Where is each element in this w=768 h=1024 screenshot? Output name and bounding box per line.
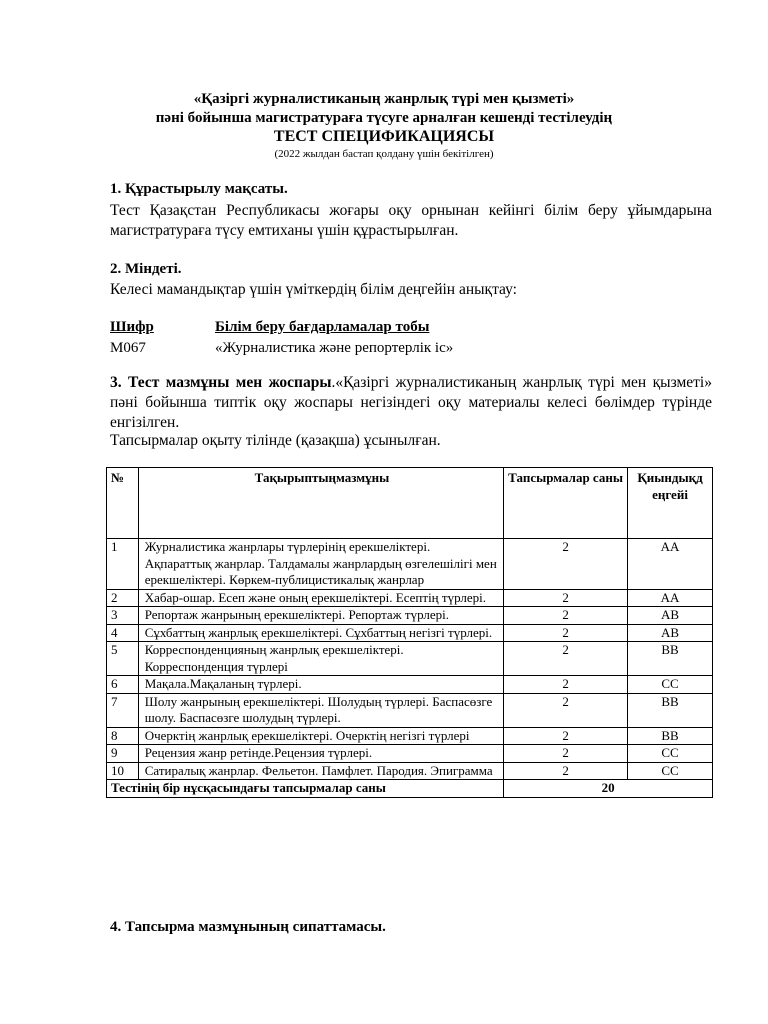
row-topic: Сатиралық жанрлар. Фельетон. Памфлет. Пародия. Эпиграмма [138,762,503,780]
row-topic: Очерктің жанрлық ерекшеліктері. Очерктің негізгі түрлері [138,727,503,745]
header-topic: Тақырыптыңмазмұны [138,468,503,539]
row-topic: Корреспонденцияның жанрлық ерекшеліктері. Корреспонденция түрлері [138,642,503,676]
row-topic: Сұхбаттың жанрлық ерекшеліктері. Сұхбаттың негізгі түрлері. [138,624,503,642]
row-tasks: 2 [504,539,628,590]
row-tasks: 2 [504,642,628,676]
section3-heading: 3. Тест мазмұны мен жоспары [110,374,332,391]
table-row [107,762,713,780]
row-number: 6 [107,676,139,694]
row-number: 5 [107,642,139,676]
table-row [107,589,713,607]
row-level: AB [628,624,713,642]
section3-text2: Тапсырмалар оқыту тілінде (қазақша) ұсынылған. [110,432,441,449]
row-tasks: 2 [504,589,628,607]
row-tasks: 2 [504,727,628,745]
row-level: AB [628,607,713,625]
row-tasks: 2 [504,607,628,625]
row-topic: Журналистика жанрлары түрлерінің ерекшеліктері. Ақпараттық жанрлар. Талдамалы жанрлардың өзгелешілігі мен ерекшеліктері. Көркем-публицистикалық жанрлар [138,539,503,590]
title-line-2: пәні бойынша магистратураға түсуге арналған кешенді тестілеудің [155,110,613,126]
total-value: 20 [504,780,713,798]
program-code: M067 [110,340,146,356]
row-level: AA [628,589,713,607]
row-level: CC [628,676,713,694]
section4-heading: 4. Тапсырма мазмұнының сипаттамасы. [110,919,386,935]
row-level: CC [628,762,713,780]
row-topic: Рецензия жанр ретінде.Рецензия түрлері. [138,745,503,763]
table-row [107,727,713,745]
header-difficulty: Қиындықд еңгейі [628,468,713,539]
table-row [107,607,713,625]
row-number: 7 [107,693,139,727]
section2-heading: 2. Міндеті. [110,261,182,277]
group-header: Білім беру бағдарламалар тобы [215,319,430,335]
row-tasks: 2 [504,693,628,727]
table-row [107,745,713,763]
row-number: 4 [107,624,139,642]
header-tasks: Тапсырмалар саны [504,468,628,539]
title-line-3: ТЕСТ СПЕЦИФИКАЦИЯСЫ [273,128,495,145]
header-number: № [107,468,139,539]
section3-text: .«Қазіргі журналистиканың жанрлық түрі мен қызметі» пәні бойынша типтік оқу жоспары негізіндегі оқу материалы келесі бөлімдер түрінде енгізілген. [110,374,712,431]
table-total-row [107,780,713,798]
row-topic: Мақала.Мақаланың түрлері. [138,676,503,694]
row-number: 3 [107,607,139,625]
table-row [107,539,713,590]
spec-table [106,467,713,798]
row-number: 1 [107,539,139,590]
total-label: Тестінің бір нұсқасындағы тапсырмалар саны [107,780,504,798]
row-topic: Репортаж жанрының ерекшеліктері. Репортаж түрлері. [138,607,503,625]
row-tasks: 2 [504,762,628,780]
row-number: 10 [107,762,139,780]
row-tasks: 2 [504,624,628,642]
section3-paragraph [110,373,712,433]
table-row [107,624,713,642]
table-row [107,642,713,676]
table-row [107,676,713,694]
row-level: BB [628,642,713,676]
row-topic: Шолу жанрының ерекшеліктері. Шолудың түрлері. Баспасөзге шолу. Баспасөзге шолудың түрлері. [138,693,503,727]
code-header: Шифр [110,319,154,335]
title-line-1: «Қазіргі журналистиканың жанрлық түрі мен қызметі» [193,91,575,107]
title-line-4: (2022 жылдан бастап қолдану үшін бекітілген) [274,148,494,160]
row-level: AA [628,539,713,590]
row-level: BB [628,727,713,745]
section1-heading: 1. Құрастырылу мақсаты. [110,181,288,197]
row-number: 2 [107,589,139,607]
row-topic: Хабар-ошар. Есеп және оның ерекшеліктері. Есептің түрлері. [138,589,503,607]
section1-text: Тест Қазақстан Республикасы жоғары оқу орнынан кейінгі білім беру ұйымдарына магистратураға түсу емтиханы үшін құрастырылған. [110,202,712,239]
program-group: «Журналистика және репортерлік іс» [215,340,454,356]
row-tasks: 2 [504,745,628,763]
row-number: 8 [107,727,139,745]
table-header-row [107,468,713,539]
section2-text: Келесі мамандықтар үшін үміткердің білім деңгейін анықтау: [110,281,517,298]
row-level: BB [628,693,713,727]
table-row [107,693,713,727]
row-number: 9 [107,745,139,763]
row-tasks: 2 [504,676,628,694]
row-level: CC [628,745,713,763]
